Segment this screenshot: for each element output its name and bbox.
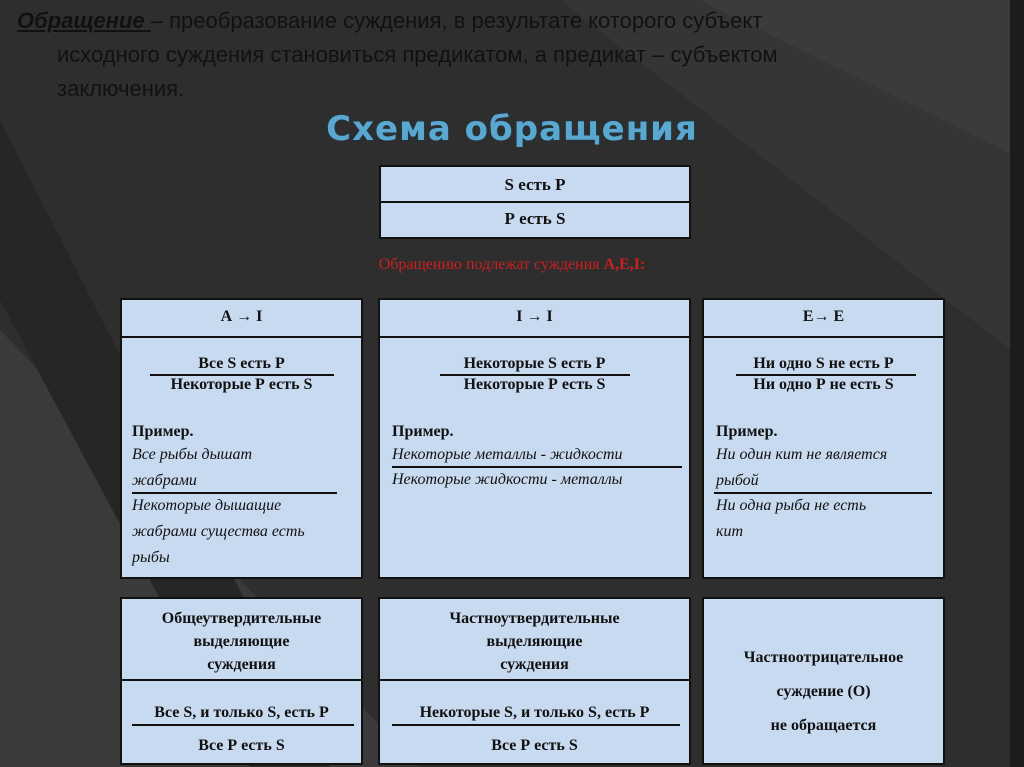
premise-formula: Все S, и только S, есть Р xyxy=(154,704,329,721)
note-line: не обращается xyxy=(770,717,877,734)
premise-formula: Все S есть Р xyxy=(198,355,285,372)
conclusion-formula: Некоторые Р есть S xyxy=(463,376,606,393)
scheme-premise: S есть Р xyxy=(504,175,566,194)
intro-line-2: исходного суждения становиться предикатом, а предикат – субъектом xyxy=(57,42,778,67)
example-label: Пример. xyxy=(392,423,454,440)
non-convertible-note xyxy=(704,641,943,743)
judgment-type-line: выделяющие xyxy=(486,633,583,650)
header-divider xyxy=(380,336,689,338)
conclusion-formula: Некоторые Р есть S xyxy=(170,376,313,393)
premise-formula: Некоторые S есть Р xyxy=(463,355,606,372)
conversion-header: А → I xyxy=(220,308,263,325)
example-line: кит xyxy=(716,523,744,540)
exclusive-particular-box xyxy=(378,597,691,765)
example-line: Некоторые жидкости - металлы xyxy=(392,471,623,488)
example-line: жабрами существа есть xyxy=(132,523,305,540)
note-types: A,E,I: xyxy=(603,256,646,273)
example-line: рыбы xyxy=(132,549,170,566)
scheme-heading: Схема обращения xyxy=(326,109,698,149)
judgment-type xyxy=(122,607,361,676)
judgment-type-line: суждения xyxy=(207,656,276,673)
note-line: суждение (О) xyxy=(776,683,871,700)
exclusive-universal-box xyxy=(120,597,363,765)
judgment-type xyxy=(380,607,689,676)
note-text: Обращению подлежат суждения xyxy=(378,256,604,273)
conclusion-formula: Ни одно Р не есть S xyxy=(753,376,894,393)
conversion-header: I → I xyxy=(516,308,553,325)
example-conclusion xyxy=(132,493,305,571)
header-divider xyxy=(704,336,943,338)
intro-definition xyxy=(17,4,1007,106)
judgment-type-line: суждения xyxy=(500,656,569,673)
example-premise xyxy=(132,442,252,494)
conversion-note xyxy=(0,256,1024,274)
example-line: Все рыбы дышат xyxy=(132,446,253,463)
example-line: Ни один кит не является xyxy=(716,446,888,463)
example-line: Ни одна рыба не есть xyxy=(716,497,867,514)
note-line: Частноотрицательное xyxy=(743,649,904,666)
particular-negative-box xyxy=(702,597,945,765)
conclusion-formula: Все Р есть S xyxy=(491,737,578,754)
judgment-type-line: Частноутвердительные xyxy=(449,610,620,627)
intro-line-3: заключения. xyxy=(57,76,185,101)
conclusion-formula: Все Р есть S xyxy=(198,737,285,754)
section-divider xyxy=(380,679,689,681)
example-line: Некоторые дышащие xyxy=(132,497,282,514)
premise-formula: Некоторые S, и только S, есть Р xyxy=(419,704,650,721)
scheme-conclusion: Р есть S xyxy=(504,209,566,228)
section-divider xyxy=(122,679,361,681)
conversion-box-e xyxy=(702,298,945,579)
premise-formula: Ни одно S не есть Р xyxy=(753,355,894,372)
intro-line-1: – преобразование суждения, в результате которого субъект xyxy=(150,8,763,33)
example-premise xyxy=(716,442,887,494)
example-conclusion xyxy=(716,493,866,545)
example-label: Пример. xyxy=(716,423,778,440)
judgment-type-line: выделяющие xyxy=(193,633,290,650)
example-line: рыбой xyxy=(716,472,759,489)
judgment-type-line: Общеутвердительные xyxy=(161,610,322,627)
example-premise xyxy=(392,442,623,468)
conversion-box-i xyxy=(378,298,691,579)
scheme-box xyxy=(379,165,691,239)
conversion-box-a xyxy=(120,298,363,579)
defined-term: Обращение xyxy=(17,8,151,33)
example-conclusion xyxy=(392,467,623,493)
formula-line xyxy=(132,724,354,726)
example-line: жабрами xyxy=(132,472,197,489)
header-divider xyxy=(122,336,361,338)
example-label: Пример. xyxy=(132,423,194,440)
example-line: Некоторые металлы - жидкости xyxy=(392,446,623,463)
conversion-header: Е→ Е xyxy=(802,308,845,325)
formula-line xyxy=(392,724,680,726)
scheme-divider xyxy=(381,201,689,203)
